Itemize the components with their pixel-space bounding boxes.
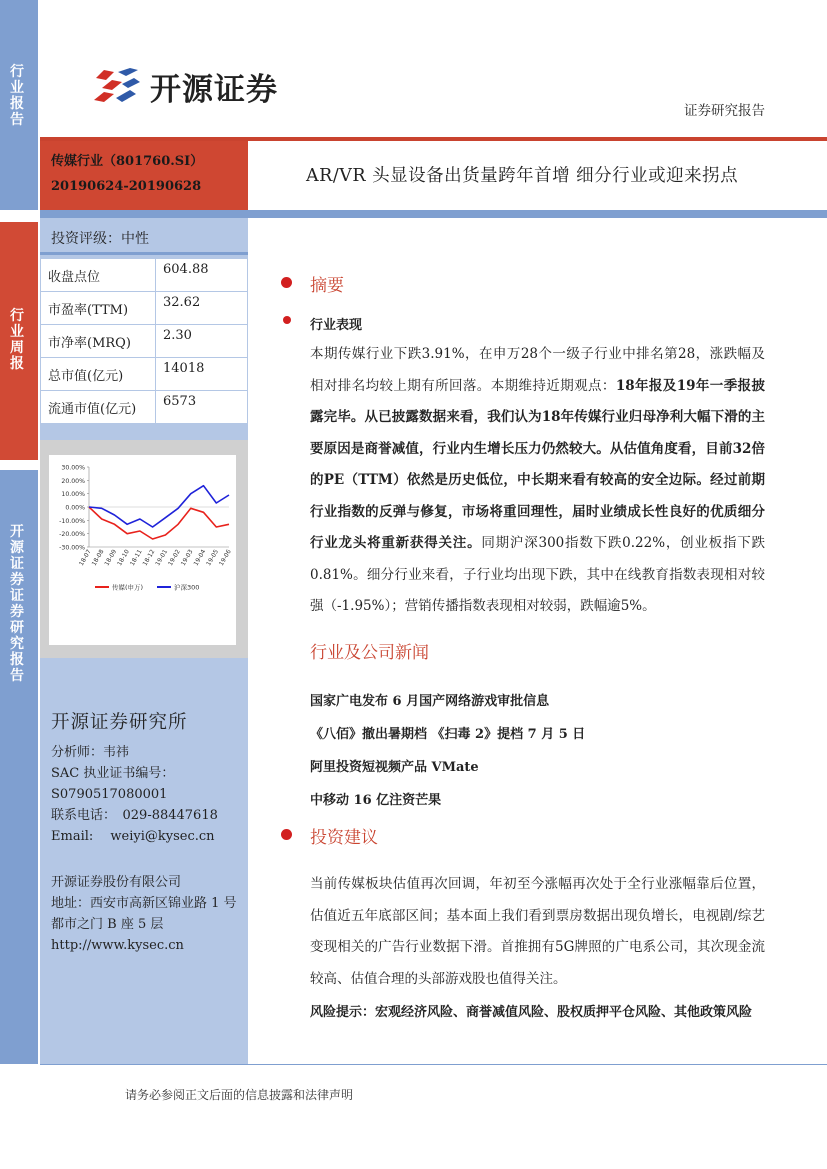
table-row: [41, 292, 248, 325]
table-row: [41, 391, 248, 424]
metric-label: 收盘点位: [41, 259, 156, 292]
institute-name: 开源证券研究所: [51, 712, 188, 733]
x-tick-label: 18-09: [103, 548, 119, 568]
x-tick-label: 19-03: [179, 548, 195, 568]
investment-rating: 投资评级：中性: [51, 231, 149, 247]
x-tick-label: 18-08: [90, 548, 106, 568]
report-title: AR/VR 头显设备出货量跨年首增 细分行业或迎来拐点: [306, 166, 739, 186]
summary-bullet-icon: [281, 277, 292, 288]
y-tick-label: 0.00%: [65, 504, 85, 512]
news-item: 《八佰》撤出暑期档 《扫毒 2》提档 7 月 5 日: [310, 727, 586, 742]
y-tick-label: 20.00%: [61, 477, 85, 485]
date-range: 20190624-20190628: [51, 179, 202, 194]
news-heading: 行业及公司新闻: [310, 643, 429, 663]
metrics-table: [40, 258, 248, 424]
advice-bullet-icon: [281, 829, 292, 840]
table-row: [41, 325, 248, 358]
x-tick-label: 18-07: [77, 548, 93, 568]
side-tab-label: 开源证券证券研究报告: [10, 524, 24, 684]
summary-paragraph: [310, 339, 765, 623]
document-type: 证券研究报告: [684, 103, 765, 119]
analyst: 分析师：韦祎: [51, 745, 130, 760]
footer-divider: [40, 1064, 827, 1065]
table-row: [41, 358, 248, 391]
news-item: 中移动 16 亿注资芒果: [310, 793, 442, 808]
side-tab-label: 行业周报: [10, 308, 24, 372]
legend-label: 传媒(申万): [112, 583, 144, 592]
address-line-2: 都市之门 B 座 5 层: [51, 917, 164, 932]
metric-value: 604.88: [156, 259, 248, 292]
summary-text-bold: 18年报及19年一季报披露完毕。从已披露数据来看，我们认为18年传媒行业归母净利大幅下滑的主要原因是商誉减值，行业内生增长压力仍然较大。从估值角度看，目前32倍的PE（TTM）依然是历史低位，中长期来看有较高的安全边际。经过前期行业指数的反弹与修复，市场将重回理性，届时业绩成长性良好的优质细分行业龙头将重新获得关注。: [310, 377, 766, 551]
x-tick-label: 19-05: [205, 548, 221, 568]
x-tick-label: 19-06: [217, 548, 233, 568]
advice-heading: 投资建议: [310, 828, 378, 848]
x-tick-label: 19-01: [154, 548, 170, 568]
y-tick-label: -10.00%: [59, 517, 85, 525]
summary-text-a: 本期传媒行业下跌3.91%，在申万28个一级子行业中排名第28，涨跌幅及相对排名均较上期有所回落。本期维持近期观点：: [310, 346, 765, 394]
sac-number: S0790517080001: [51, 787, 168, 802]
y-tick-label: 10.00%: [61, 491, 85, 499]
side-tab-research-report: [0, 470, 38, 1064]
company-name: 开源证券股份有限公司: [51, 875, 182, 890]
title-divider: [40, 210, 827, 218]
y-tick-label: 30.00%: [61, 464, 85, 472]
metric-label: 市净率(MRQ): [41, 325, 156, 358]
metric-label: 总市值(亿元): [41, 358, 156, 391]
phone: 联系电话： 029-88447618: [51, 808, 218, 823]
y-tick-label: -20.00%: [59, 531, 85, 539]
sac-label: SAC 执业证书编号：: [51, 766, 175, 781]
chart-panel: [40, 440, 248, 658]
industry-code: 传媒行业（801760.SI）: [51, 154, 204, 169]
metric-label: 市盈率(TTM): [41, 292, 156, 325]
advice-paragraph: 当前传媒板块估值再次回调，年初至今涨幅再次处于全行业涨幅靠后位置，估值近五年底部区间；基本面上我们看到票房数据出现负增长，电视剧/综艺变现相关的广告行业数据下滑。首推拥有5G牌照的广电系公司，其次现金流较高、估值合理的头部游戏股也值得关注。: [310, 876, 765, 987]
website-link[interactable]: http://www.kysec.cn: [51, 938, 184, 953]
x-tick-label: 19-02: [167, 548, 182, 568]
series-line: [89, 486, 229, 527]
x-tick-label: 18-11: [128, 548, 144, 568]
x-tick-label: 18-10: [116, 548, 131, 568]
table-row: [41, 259, 248, 292]
brand-name: 开源证券: [150, 72, 278, 108]
y-tick-label: -30.00%: [59, 544, 85, 552]
performance-chart: [49, 455, 236, 645]
side-tab-industry-report: [0, 0, 38, 210]
side-tab-label: 行业报告: [10, 64, 24, 128]
sub-bullet-icon: [283, 316, 291, 324]
chart-frame: [49, 455, 236, 645]
side-tab-weekly-report: [0, 222, 38, 460]
legend-label: 沪深300: [174, 583, 200, 592]
metric-value: 6573: [156, 391, 248, 424]
industry-performance-heading: 行业表现: [310, 318, 363, 333]
x-tick-label: 19-04: [192, 548, 208, 568]
metric-value: 2.30: [156, 325, 248, 358]
industry-box: [40, 141, 248, 211]
rating-divider: [40, 252, 248, 255]
footer-disclaimer: 请务必参阅正文后面的信息披露和法律声明: [125, 1088, 354, 1102]
summary-text-c: 同期沪深300指数下跌0.22%，创业板指下跌0.81%。细分行业来看，子行业均出现下跌，其中在线教育指数表现相对较强（-1.95%）；营销传播指数表现相对较弱，跌幅逾5%。: [310, 535, 766, 614]
x-tick-label: 18-12: [141, 548, 157, 568]
metric-value: 14018: [156, 358, 248, 391]
news-item: 国家广电发布 6 月国产网络游戏审批信息: [310, 694, 550, 709]
metric-label: 流通市值(亿元): [41, 391, 156, 424]
metric-value: 32.62: [156, 292, 248, 325]
risk-warning: 风险提示：宏观经济风险、商誉减值风险、股权质押平仓风险、其他政策风险: [310, 1005, 753, 1020]
summary-heading: 摘要: [310, 276, 344, 296]
email[interactable]: Email: weiyi@kysec.cn: [51, 829, 215, 844]
news-item: 阿里投资短视频产品 VMate: [310, 760, 479, 775]
sidebar-panel: [40, 218, 248, 1064]
address-line-1: 地址：西安市高新区锦业路 1 号: [51, 896, 237, 911]
